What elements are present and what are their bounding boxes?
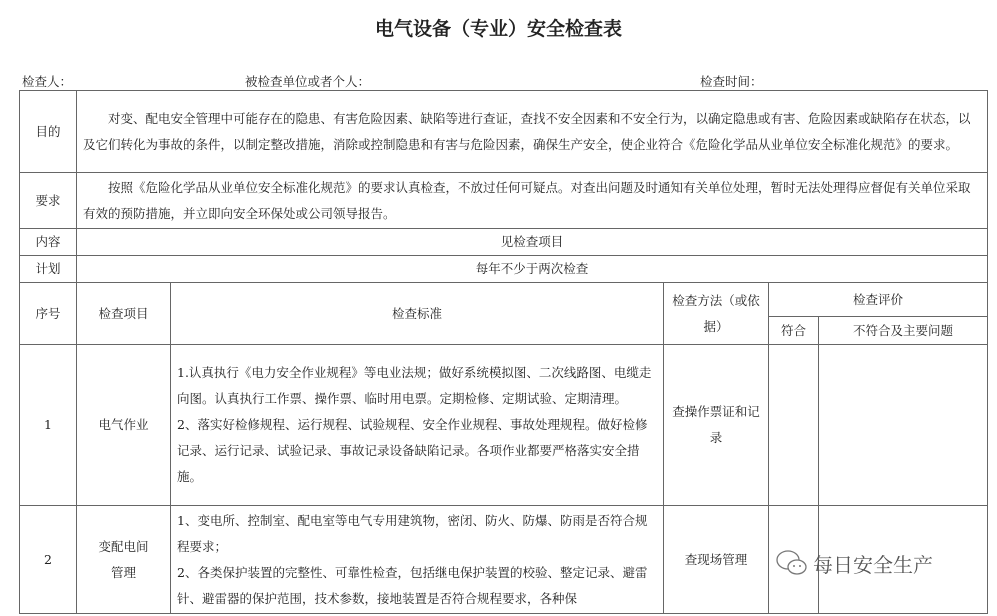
row-conform[interactable]	[769, 345, 819, 506]
content-text: 见检查项目	[77, 229, 988, 256]
watermark	[775, 548, 933, 578]
plan-label: 计划	[20, 256, 77, 283]
row-standard	[171, 345, 664, 506]
table-row	[20, 345, 988, 506]
header-nonconform: 不符合及主要问题	[819, 317, 988, 345]
purpose-label: 目的	[20, 91, 77, 173]
header-item: 检查项目	[77, 283, 171, 345]
standard-line: 1、变电所、控制室、配电室等电气专用建筑物，密闭、防火、防爆、防雨是否符合规程要求；	[177, 512, 648, 554]
requirement-row	[20, 173, 988, 229]
header-no: 序号	[20, 283, 77, 345]
standard-line: 2、落实好检修规程、运行规程、试验规程、安全作业规程、事故处理规程。做好检修记录、运行记录、试验记录、事故记录设备缺陷记录。各项作业都要严格落实安全措施。	[177, 417, 648, 484]
row-nonconform[interactable]	[819, 345, 988, 506]
row-no: 2	[20, 506, 77, 614]
header-evaluation: 检查评价	[769, 283, 988, 317]
purpose-text: 对变、配电安全管理中可能存在的隐患、有害危险因素、缺陷等进行查证，查找不安全因素和不安全行为，以确定隐患或有害、危险因素或缺陷存在状态，以及它们转化为事故的条件，以制定整改措施，消除或控制隐患和有害与危险因素，确保生产安全，使企业符合《危险化学品从业单位安全标准化规范》的要求。	[77, 91, 988, 173]
watermark-text: 每日安全生产	[813, 552, 933, 577]
content-row	[20, 229, 988, 256]
header-method: 检查方法（或依据）	[664, 283, 769, 345]
inspected-unit-label: 被检查单位或者个人：	[245, 74, 371, 89]
header-row	[20, 283, 988, 317]
wechat-icon	[775, 548, 809, 578]
page-title: 电气设备（专业）安全检查表	[374, 18, 622, 40]
row-method: 查现场管理	[664, 506, 769, 614]
standard-line: 2、各类保护装置的完整性、可靠性检查，包括继电保护装置的校验、整定记录、避雷针、避雷器的保护范围，技术参数，接地装置是否符合规程要求，各种保	[177, 564, 648, 606]
row-item: 电气作业	[77, 345, 171, 506]
standard-line: 1.认真执行《电力安全作业规程》等电业法规；做好系统模拟图、二次线路图、电缆走向图。认真执行工作票、操作票、临时用电票。定期检修、定期试验、定期清理。	[177, 365, 652, 406]
content-label: 内容	[20, 229, 77, 256]
inspection-table	[19, 90, 988, 614]
purpose-row	[20, 91, 988, 173]
inspector-label: 检查人：	[22, 74, 73, 89]
inspection-time-label: 检查时间：	[700, 74, 763, 89]
requirement-label: 要求	[20, 173, 77, 229]
row-no: 1	[20, 345, 77, 506]
plan-text: 每年不少于两次检查	[77, 256, 988, 283]
requirement-text: 按照《危险化学品从业单位安全标准化规范》的要求认真检查，不放过任何可疑点。对查出问题及时通知有关单位处理，暂时无法处理得应督促有关单位采取有效的预防措施，并立即向安全环保处或公司领导报告。	[77, 173, 988, 229]
row-standard	[171, 506, 664, 614]
plan-row	[20, 256, 988, 283]
header-conform: 符合	[769, 317, 819, 345]
row-item: 变配电间管理	[77, 506, 171, 614]
header-standard: 检查标准	[171, 283, 664, 345]
row-method: 查操作票证和记录	[664, 345, 769, 506]
